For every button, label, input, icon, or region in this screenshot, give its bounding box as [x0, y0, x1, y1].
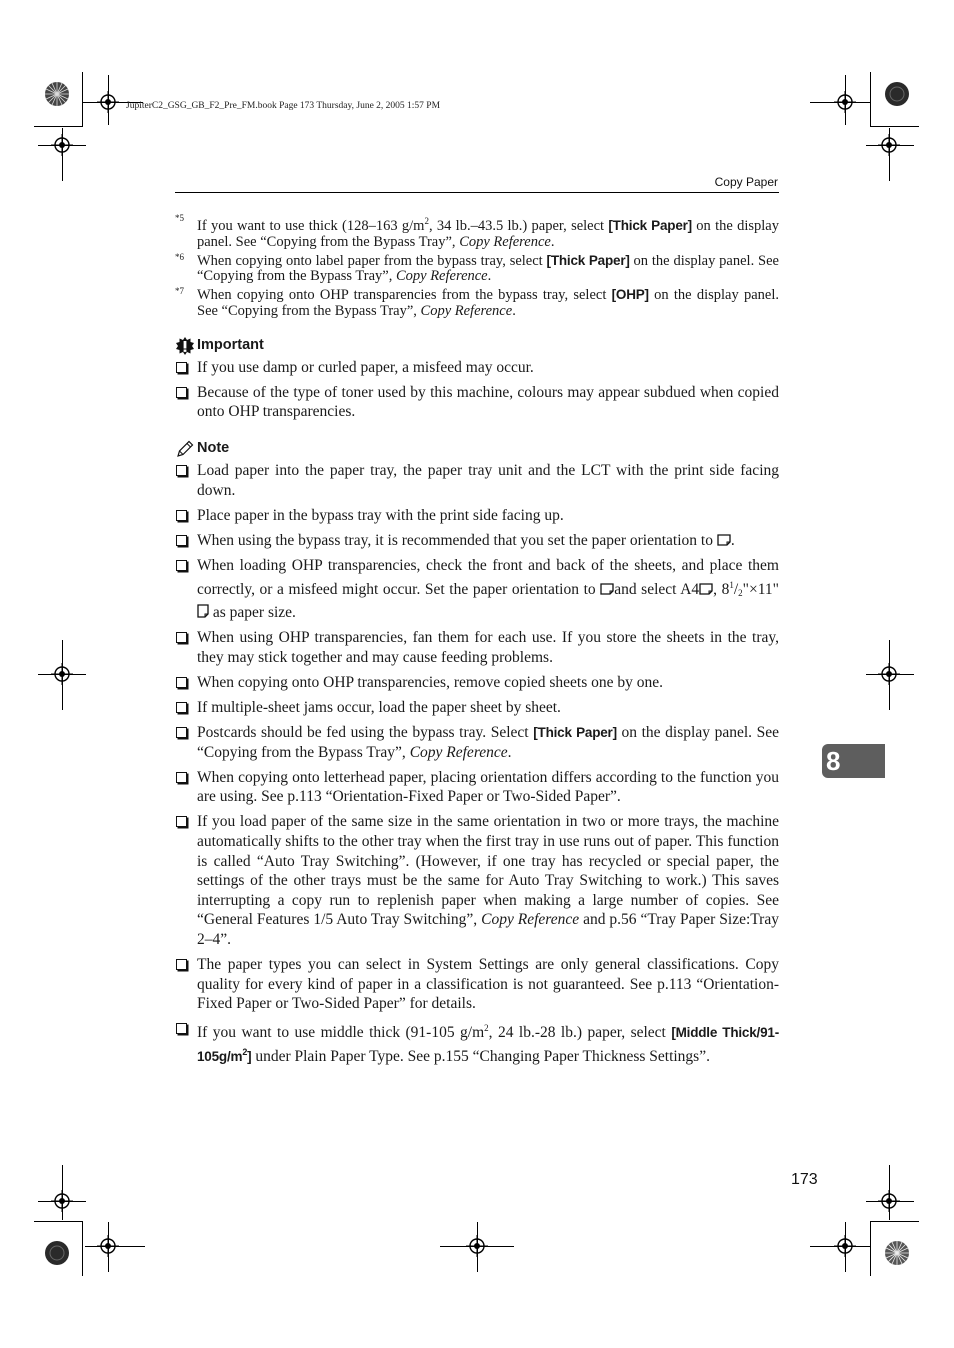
- list-item: [175, 698, 779, 718]
- list-item: [175, 955, 779, 1014]
- checkbox-bullet-icon: [176, 465, 187, 476]
- text: .: [507, 743, 512, 761]
- note-heading-label: Note: [197, 440, 230, 457]
- important-icon: [175, 336, 195, 356]
- registration-target-icon: [97, 1235, 119, 1257]
- checkbox-bullet-icon: [176, 632, 187, 643]
- text: , 34 lb.–43.5 lb.) paper, select: [428, 218, 609, 234]
- page-number: 173: [791, 1171, 818, 1188]
- registration-target-icon: [878, 663, 900, 685]
- text: and p.56 “Tray Paper Size:Tray 2–4”.: [197, 911, 779, 949]
- running-head: Copy Paper: [714, 175, 778, 189]
- key-label-end: ]: [247, 1049, 252, 1064]
- list-item: [175, 1019, 779, 1066]
- item-text: Load paper into the paper tray, the paper tray unit and the LCT with the print side facing down.: [197, 462, 779, 499]
- text: "×11": [742, 580, 779, 598]
- landscape-paper-icon: [600, 583, 614, 595]
- page-content: [175, 214, 779, 1072]
- landscape-paper-icon: [699, 583, 713, 595]
- checkbox-bullet-icon: [176, 387, 187, 398]
- item-text: If you use damp or curled paper, a misfeed may occur.: [197, 358, 534, 376]
- text: on the display panel. See “Copying from the Bypass Tray”,: [197, 252, 779, 285]
- checkbox-bullet-icon: [176, 362, 187, 373]
- footnote-5: [175, 214, 779, 251]
- key-label: [Thick Paper]: [546, 252, 630, 268]
- key-label: [Thick Paper]: [533, 725, 617, 741]
- pencil-icon: [175, 439, 195, 459]
- text: When copying onto label paper from the bypass tray, select: [197, 252, 547, 269]
- checkbox-bullet-icon: [176, 1023, 187, 1034]
- fraction-denominator: 2: [738, 587, 743, 598]
- landscape-paper-icon: [717, 534, 731, 546]
- item-text: When copying onto OHP transparencies, remove copied sheets one by one.: [197, 673, 664, 691]
- registration-target-icon: [878, 1190, 900, 1212]
- text: , 8: [713, 580, 730, 598]
- text: and select A4: [614, 580, 700, 598]
- registration-target-icon: [97, 91, 119, 113]
- text: .: [487, 268, 492, 285]
- registration-target-icon: [878, 134, 900, 156]
- checkbox-bullet-icon: [176, 816, 187, 827]
- key-label: [Thick Paper]: [608, 218, 692, 233]
- reference-title: Copy Reference: [459, 233, 551, 250]
- text: .: [550, 233, 555, 250]
- checkbox-bullet-icon: [176, 727, 187, 738]
- text: on the display panel. See “Copying from the Bypass Tray”,: [197, 218, 779, 250]
- footnote-mark: *6: [175, 251, 184, 262]
- portrait-paper-icon: [197, 604, 209, 618]
- text: .: [512, 302, 516, 319]
- checkbox-bullet-icon: [176, 677, 187, 688]
- note-heading: [175, 439, 779, 459]
- text: When copying onto OHP transparencies from the bypass tray, select: [197, 287, 612, 304]
- checkbox-bullet-icon: [176, 772, 187, 783]
- text: When loading OHP transparencies, check the front and back of the sheets, and place them correctly, or a misfeed might occur. Set the paper orientation to: [197, 556, 779, 598]
- text: .: [730, 531, 735, 549]
- text: If you want to use thick (128–163 g/m: [197, 218, 425, 234]
- item-text: Because of the type of toner used by this machine, colours may appear subdued when copied onto OHP transparencies.: [197, 383, 779, 421]
- registration-target-icon: [834, 91, 856, 113]
- list-item: [175, 461, 779, 500]
- key-label-text: [Middle Thick/91-105g/m: [197, 1025, 779, 1064]
- superscript: 2: [242, 1047, 248, 1057]
- list-item: [175, 628, 779, 667]
- important-heading: [175, 336, 779, 356]
- text: When using the bypass tray, it is recommended that you set the paper orientation to: [197, 531, 717, 549]
- item-text: If multiple-sheet jams occur, load the paper sheet by sheet.: [197, 699, 561, 716]
- footnote-mark: *7: [175, 286, 184, 297]
- list-item: [175, 768, 779, 807]
- footnote-7: [175, 287, 779, 320]
- list-item: [175, 812, 779, 949]
- color-wheel-icon: [884, 1240, 910, 1266]
- checkbox-bullet-icon: [176, 560, 187, 571]
- list-item: [175, 723, 779, 762]
- item-text: When copying onto letterhead paper, placing orientation differs according to the function you are using. See p.113 “Orientation-Fixed Paper or Two-Sided Paper”.: [197, 768, 779, 806]
- checkbox-bullet-icon: [176, 702, 187, 713]
- registration-target-icon: [51, 1190, 73, 1212]
- registration-target-icon: [51, 663, 73, 685]
- reference-title: Copy Reference: [409, 743, 508, 761]
- color-wheel-icon: [44, 1240, 70, 1266]
- registration-target-icon: [466, 1235, 488, 1257]
- reference-title: Copy Reference: [481, 911, 580, 929]
- item-text: The paper types you can select in System Settings are only general classifications. Copy quality for every kind of paper in a classification is not guaranteed. See p.113 “Orientation-Fixed Paper or Two-Sided Paper” for details.: [197, 956, 779, 1013]
- footnote-mark: *5: [175, 213, 184, 223]
- header-rule: [175, 192, 779, 193]
- key-label: [OHP]: [611, 287, 649, 303]
- checkbox-bullet-icon: [176, 535, 187, 546]
- superscript: 2: [424, 216, 429, 226]
- list-item: [175, 531, 779, 551]
- checkbox-bullet-icon: [176, 959, 187, 970]
- registration-target-icon: [834, 1235, 856, 1257]
- reference-title: Copy Reference: [395, 268, 488, 285]
- text: under Plain Paper Type. See p.155 “Changing Paper Thickness Settings”.: [251, 1048, 710, 1065]
- registration-target-icon: [51, 134, 73, 156]
- text: If you want to use middle thick (91-105 g/m: [197, 1024, 485, 1042]
- text: on the display panel. See “Copying from the Bypass Tray”,: [197, 724, 779, 761]
- important-heading-label: Important: [197, 336, 264, 353]
- text: Postcards should be fed using the bypass tray. Select: [197, 724, 534, 742]
- checkbox-bullet-icon: [176, 510, 187, 521]
- chapter-tab: 8: [822, 744, 885, 778]
- text: as paper size.: [209, 604, 296, 622]
- list-item: [175, 556, 779, 623]
- list-item: [175, 383, 779, 422]
- list-item: [175, 673, 779, 693]
- list-item: [175, 358, 779, 378]
- fraction-numerator: 1: [729, 579, 734, 590]
- reference-title: Copy Reference: [420, 302, 513, 319]
- list-item: [175, 506, 779, 526]
- superscript: 2: [484, 1023, 489, 1034]
- text: , 24 lb.-28 lb.) paper, select: [488, 1024, 672, 1042]
- item-text: When using OHP transparencies, fan them for each use. If you store the sheets in the tray, they may stick together and may cause feeding problems.: [197, 629, 779, 666]
- color-wheel-icon: [44, 81, 70, 107]
- text: If you load paper of the same size in the same orientation in two or more trays, the machine automatically shifts to the other tray when the first tray in use runs out of paper. This function is called “Auto Tray Switching”. (However, if one tray has recycled or special paper, the settings of the other trays must be the same for Auto Tray Switching to work.) This saves interrupting a copy run to replenish paper when making a large number of copies. See “General Features 1/5 Auto Tray Switching”,: [197, 813, 779, 929]
- fraction-slash: /: [733, 580, 739, 598]
- text: on the display panel. See “Copying from the Bypass Tray”,: [197, 287, 779, 319]
- item-text: Place paper in the bypass tray with the print side facing up.: [197, 506, 564, 524]
- book-info-line: JupiterC2_GSG_GB_F2_Pre_FM.book Page 173 Thursday, June 2, 2005 1:57 PM: [126, 101, 441, 111]
- footnote-6: [175, 253, 779, 286]
- color-wheel-icon: [884, 81, 910, 107]
